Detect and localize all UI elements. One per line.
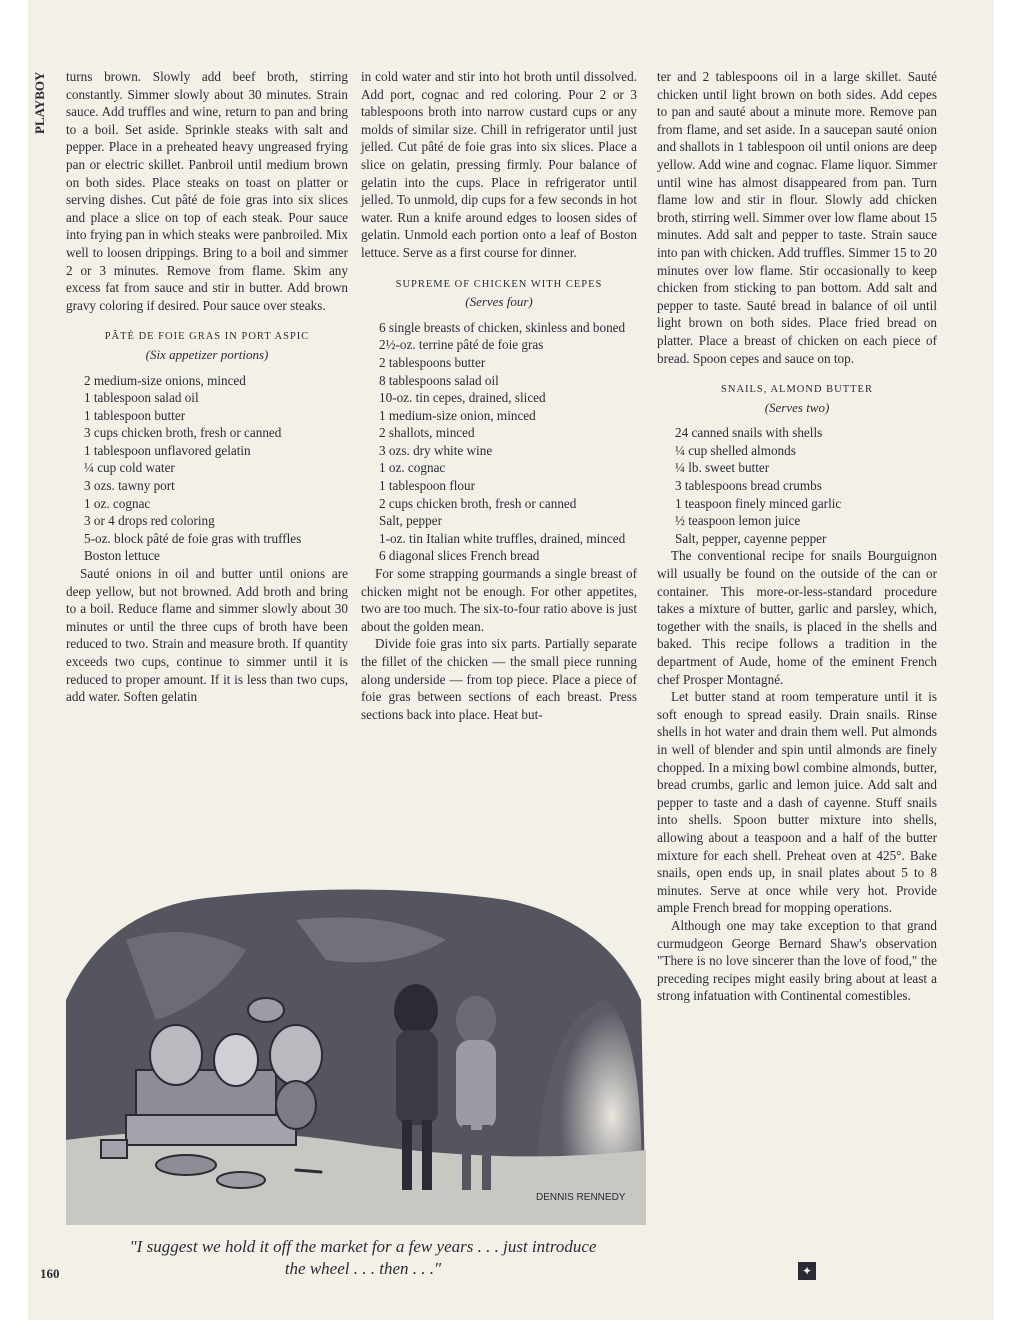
ingredient: Salt, pepper: [379, 513, 442, 529]
ingredient: 3 or 4 drops red coloring: [84, 513, 215, 529]
ingredient: 2 cups chicken broth, fresh or canned: [379, 495, 577, 511]
recipe-serves: (Serves two): [764, 399, 830, 415]
ingredient: ¼ cup cold water: [84, 460, 175, 476]
paragraph: Let butter stand at room temperature until it is soft enough to spread easily. Drain snails. Rinse shells in hot water and drain them well. Put almonds in well of blender and spin until almonds are finely chopped. In a mixing bowl combine almonds, butter, bread crumbs, garlic and lemon juice. Add salt and pepper to taste and a dash of cayenne. Stuff snails into shells. Spoon butter mixture into shells, allowing about a teaspoon and a half of the butter mixture for each shell. Preheat oven at 425°. Bake snails, open ends up, in snail plates about 5 to 8 minutes. Serve at once while very hot. Provide ample French bread for mopping operations.: [657, 689, 937, 916]
ingredient: 3 cups chicken broth, fresh or canned: [84, 425, 282, 441]
column-3: [657, 68, 937, 1005]
ingredient: Boston lettuce: [84, 548, 160, 564]
recipe-serves: (Serves four): [465, 294, 533, 310]
ingredient: 6 single breasts of chicken, skinless and boned: [379, 319, 626, 335]
ingredient: 2 medium-size onions, minced: [84, 372, 246, 388]
ingredient: 6 diagonal slices French bread: [379, 548, 540, 564]
ingredient: 1-oz. tin Italian white truffles, drained, minced: [379, 530, 626, 546]
paragraph: Although one may take exception to that grand curmudgeon George Bernard Shaw's observation "There is no love sincerer than the love of food," the preceding recipes might easily bring about at least a strong infatuation with Continental comestibles.: [657, 917, 937, 1004]
cartoon-caption: "I suggest we hold it off the market for a few years . . . just introduce the wheel . . . then . . .": [129, 1237, 597, 1278]
ingredient: 2 tablespoons butter: [379, 354, 486, 370]
recipe-title: SUPREME OF CHICKEN WITH CEPES: [395, 278, 603, 290]
ingredient: 10-oz. tin cepes, drained, sliced: [379, 390, 546, 406]
paragraph: turns brown. Slowly add beef broth, stirring constantly. Simmer slowly about 30 minutes. Strain sauce. Add truffles and wine, return to pan and bring to a boil. Set aside. Sprinkle steaks with salt and pepper. Place in a preheated heavy ungreased frying pan or electric skillet. Panbroil until medium brown on both sides. Place steaks on toast on platter or serving dishes. Cut pâté de foie gras into six slices and place a slice on top of each steak. Pour sauce into frying pan in which steaks were panbroiled. Mix well to loosen drippings. Bring to a boil and simmer 2 or 3 minutes. Remove from flame. Skim any excess fat from sauce and stir in butter. Add brown gravy coloring if desired. Pour sauce over steaks.: [66, 69, 348, 313]
ingredient-list: [379, 319, 637, 565]
recipe-serves: (Six appetizer portions): [145, 346, 269, 362]
ingredient: 8 tablespoons salad oil: [379, 372, 499, 388]
ingredient: Salt, pepper, cayenne pepper: [675, 530, 827, 546]
paragraph: ter and 2 tablespoons oil in a large skillet. Sauté chicken until light brown on both sides. Add cepes to pan and sauté about a minute more. Remove pan from flame, and set aside. In a saucepan sauté onion and shallots in 1 tablespoon oil until onions are deep yellow. Add wine and cognac. Flame liquor. Simmer until wine has almost disappeared from pan. Turn flame low and stir in flour. Slowly add chicken broth, stirring well. Simmer over low flame about 15 minutes. Add salt and pepper to taste. Strain sauce into pan with chicken. Add truffles. Simmer 15 to 20 minutes over low flame. Stir occasionally to keep chicken from sticking to pan bottom. Add salt and pepper to taste. Sauté bread in balance of oil until light brown on both sides. Place fried bread on platter. Place a breast of chicken on each piece of bread. Spoon cepes and sauce on top.: [657, 69, 937, 366]
paragraph: Divide foie gras into six parts. Partially separate the fillet of the chicken — the small piece running along underside — from top piece. Place a piece of foie gras between sections of each breast. Press sections back into place. Heat but-: [361, 636, 637, 722]
page-number: 160: [40, 1266, 60, 1281]
ingredient: 1 tablespoon butter: [84, 407, 186, 423]
ingredient-list: [84, 372, 348, 566]
column-2: [361, 68, 637, 723]
ingredient: 5-oz. block pâté de foie gras with truffles: [84, 530, 302, 546]
ingredient: 1 medium-size onion, minced: [379, 407, 536, 423]
ingredient: ½ teaspoon lemon juice: [675, 513, 801, 529]
paragraph: The conventional recipe for snails Bourguignon will usually be found on the outside of the can or container. This more-or-less-standard procedure takes a mixture of butter, garlic and parsley, which, together with the snails, is placed in the shells and baked. This recipe follows a tradition in the department of Aude, home of the eminent French chef Prosper Montagné.: [657, 548, 937, 687]
ingredient: 1 oz. cognac: [84, 495, 151, 511]
ingredient: 3 tablespoons bread crumbs: [675, 478, 822, 494]
ingredient: ¼ lb. sweet butter: [675, 460, 770, 476]
paragraph: Sauté onions in oil and butter until onions are deep yellow, but not browned. Add broth and bring to a boil. Reduce flame and simmer slowly about 30 minutes or until the three cups of broth have been reduced to two. Strain and measure broth. If quantity exceeds two cups, continue to simmer until it is reduced to proper amount. If it is less than two cups, add water. Soften gelatin: [66, 566, 348, 705]
column-1: [66, 68, 348, 706]
ingredient-list: [675, 424, 937, 547]
ingredient: 1 tablespoon unflavored gelatin: [84, 442, 251, 458]
artist-signature: DENNIS RENNEDY: [536, 1192, 626, 1203]
cartoon-illustration: [66, 880, 646, 1225]
ingredient: 1 oz. cognac: [379, 460, 446, 476]
ingredient: 1 teaspoon finely minced garlic: [675, 495, 842, 511]
ingredient: 1 tablespoon flour: [379, 478, 475, 494]
ingredient: ¼ cup shelled almonds: [675, 442, 796, 458]
ingredient: 1 tablespoon salad oil: [84, 390, 199, 406]
rabbit-end-mark-icon: ✦: [798, 1262, 816, 1280]
ingredient: 2½-oz. terrine pâté de foie gras: [379, 337, 544, 353]
ingredient: 24 canned snails with shells: [675, 425, 823, 441]
ingredient: 3 ozs. dry white wine: [379, 442, 493, 458]
recipe-title: SNAILS, ALMOND BUTTER: [721, 384, 873, 396]
ingredient: 2 shallots, minced: [379, 425, 475, 441]
paragraph: in cold water and stir into hot broth until dissolved. Add port, cognac and red coloring. Pour 2 or 3 tablespoons broth into narrow custard cups or any molds of similar size. Chill in refrigerator until just jelled. Cut pâté de foie gras into six slices. Place a slice on gelatin, pressing firmly. Pour balance of gelatin into the cups. Place in refrigerator until jelled. To unmold, dip cups for a few seconds in hot water. Run a knife around edges to loosen sides of gelatin. Unmold each portion onto a leaf of Boston lettuce. Serve as a first course for dinner.: [361, 69, 637, 260]
recipe-title: PÂTÉ DE FOIE GRAS IN PORT ASPIC: [104, 331, 310, 343]
paragraph: For some strapping gourmands a single breast of chicken might not be enough. For other appetites, two are too much. The six-to-four ratio above is just about the golden mean.: [361, 566, 637, 634]
magazine-page: [28, 0, 994, 1320]
ingredient: 3 ozs. tawny port: [84, 478, 175, 494]
magazine-name: PLAYBOY: [32, 72, 47, 135]
bone: [296, 1170, 321, 1172]
